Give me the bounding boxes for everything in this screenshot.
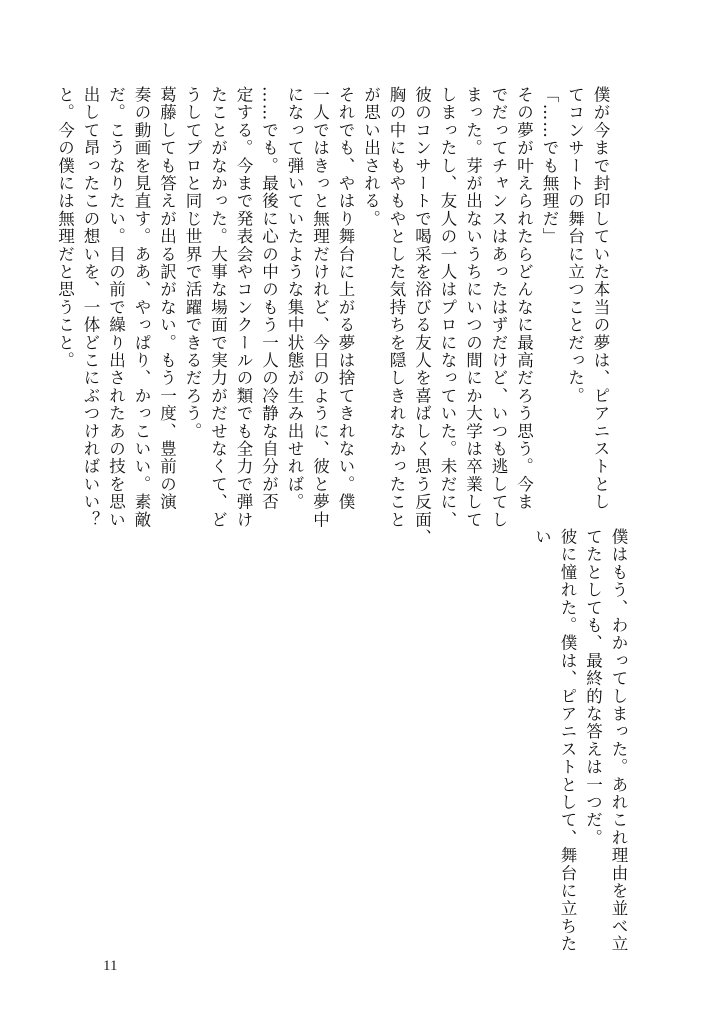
text-line: だ。こうなりたい。目の前で繰り出されたあの技を思い: [106, 86, 126, 529]
text-line: その夢が叶えられたらどんなに最高だろう思う。今ま: [514, 86, 534, 511]
text-line: しまったし、友人の一人はプロになっていた。未だに、: [438, 86, 457, 529]
text-line: になって弾いていたような集中状態が生み出せれば。: [285, 86, 304, 511]
text-line: 彼に憧れた。僕は、ピアニストとして、舞台に立ちた: [558, 528, 577, 953]
lower-text-block: [529, 528, 631, 953]
text-line: 一人ではきっと無理だけれど、今日のように、彼と夢中: [310, 86, 330, 529]
text-line: 「……でも無理だ」: [540, 86, 559, 246]
text-line: 出して昂ったこの想いを、一体どこにぶつければいい？: [81, 86, 100, 529]
page-number: 11: [103, 958, 118, 974]
text-line: が思い出される。: [361, 86, 381, 228]
text-line: 僕が今まで封印していた本当の夢は、ピアニストとし: [591, 86, 610, 511]
text-line: ……でも。最後に心の中のもう一人の冷静な自分が否: [259, 86, 279, 511]
text-line: い: [532, 528, 552, 546]
text-line: たことがなかった。大事な場面で実力がだせなくて、ど: [208, 86, 228, 529]
text-line: うしてプロと同じ世界で活躍できるだろう。: [183, 86, 202, 440]
text-line: てたとしても、最終的な答えは一つだ。: [583, 528, 603, 847]
text-line: 定する。今まで発表会やコンクールの類でも全力で弾け: [234, 86, 253, 529]
upper-text-block: [52, 86, 613, 547]
text-line: 胸の中にもやもやとした気持ちを隠しきれなかったこと: [387, 86, 406, 529]
text-line: と。今の僕には無理だと思うこと。: [55, 86, 75, 370]
text-line: まった。芽が出ないうちにいつの間にか大学は卒業して: [463, 86, 483, 529]
text-line: 葛藤しても答えが出る訳がない。もう一度、豊前の演: [157, 86, 177, 511]
text-line: 奏の動画を見直す。ああ、やっぱり、かっこいい。素敵: [132, 86, 151, 529]
text-line: 彼のコンサートで喝采を浴びる友人を喜ばしく思う反面、: [412, 86, 432, 547]
text-line: でだってチャンスはあったはずだけど、いつも逃してし: [489, 86, 508, 529]
text-line: それでも、やはり舞台に上がる夢は捨てきれない。僕: [336, 86, 355, 511]
text-line: 僕はもう、わかってしまった。あれこれ理由を並べ立: [609, 528, 628, 953]
text-line: てコンサートの舞台に立つことだった。: [565, 86, 585, 405]
